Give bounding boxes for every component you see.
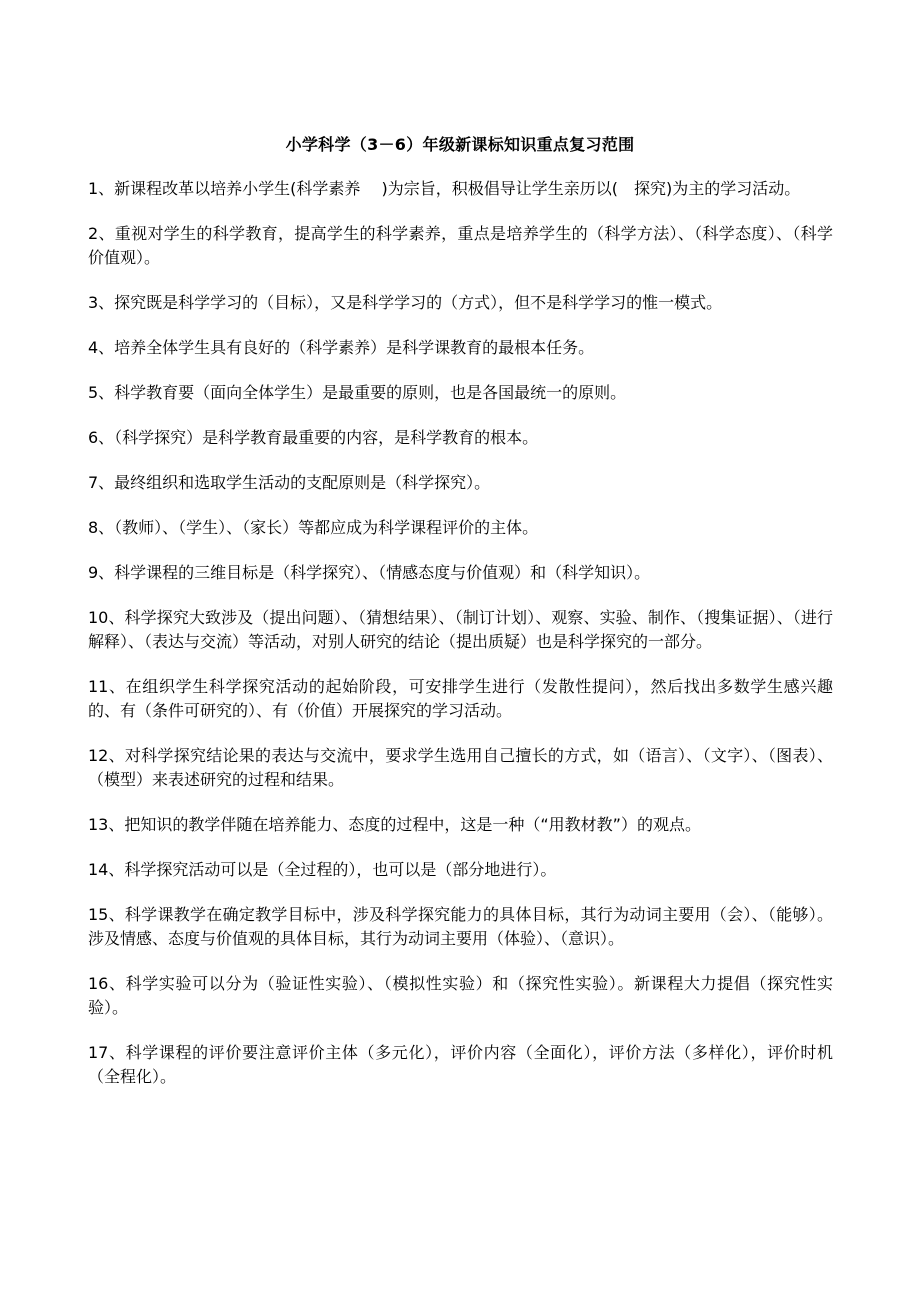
list-item-11: 11、在组织学生科学探究活动的起始阶段，可安排学生进行（发散性提问），然后找出多数学生感兴趣的、有（条件可研究的）、有（价值）开展探究的学习活动。 — [88, 677, 833, 720]
list-item-13: 13、把知识的教学伴随在培养能力、态度的过程中，这是一种（“用教材教”）的观点。 — [88, 815, 701, 834]
list-item-8: 8、（教师）、（学生）、（家长）等都应成为科学课程评价的主体。 — [88, 518, 539, 537]
list-item-5: 5、科学教育要（面向全体学生）是最重要的原则，也是各国最统一的原则。 — [88, 383, 627, 402]
list-item-15: 15、科学课教学在确定教学目标中，涉及科学探究能力的具体目标，其行为动词主要用（会）、（能够）。涉及情感、态度与价值观的具体目标，其行为动词主要用（体验）、（意识）。 — [88, 905, 833, 948]
document-title: 小学科学（3－6）年级新课标知识重点复习范围 — [285, 135, 635, 154]
list-item-1: 1、新课程改革以培养小学生(科学素养 )为宗旨，积极倡导让学生亲历以( 探究)为主的学习活动。 — [88, 179, 801, 198]
item-list — [88, 177, 833, 1110]
list-item-12: 12、对科学探究结论果的表达与交流中，要求学生选用自己擅长的方式，如（语言）、（文字）、（图表）、（模型）来表述研究的过程和结果。 — [88, 746, 833, 789]
list-item-16: 16、科学实验可以分为（验证性实验）、（模拟性实验）和（探究性实验）。新课程大力提倡（探究性实验）。 — [88, 974, 833, 1017]
list-item-3: 3、探究既是科学学习的（目标），又是科学学习的（方式），但不是科学学习的惟一模式。 — [88, 293, 723, 312]
list-item-14: 14、科学探究活动可以是（全过程的），也可以是（部分地进行）。 — [88, 860, 557, 879]
list-item-7: 7、最终组织和选取学生活动的支配原则是（科学探究）。 — [88, 473, 491, 492]
list-item-2: 2、重视对学生的科学教育，提高学生的科学素养，重点是培养学生的（科学方法）、（科学态度）、（科学价值观）。 — [88, 224, 833, 267]
list-item-17: 17、科学课程的评价要注意评价主体（多元化），评价内容（全面化），评价方法（多样化），评价时机（全程化）。 — [88, 1043, 833, 1086]
list-item-9: 9、科学课程的三维目标是（科学探究）、（情感态度与价值观）和（科学知识）。 — [88, 563, 651, 582]
list-item-6: 6、（科学探究）是科学教育最重要的内容，是科学教育的根本。 — [88, 428, 539, 447]
list-item-4: 4、培养全体学生具有良好的（科学素养）是科学课教育的最根本任务。 — [88, 338, 595, 357]
list-item-10: 10、科学探究大致涉及（提出问题）、（猜想结果）、（制订计划）、观察、实验、制作、（搜集证据）、（进行解释）、（表达与交流）等活动，对别人研究的结论（提出质疑）也是科学探究的一部分。 — [88, 608, 833, 651]
